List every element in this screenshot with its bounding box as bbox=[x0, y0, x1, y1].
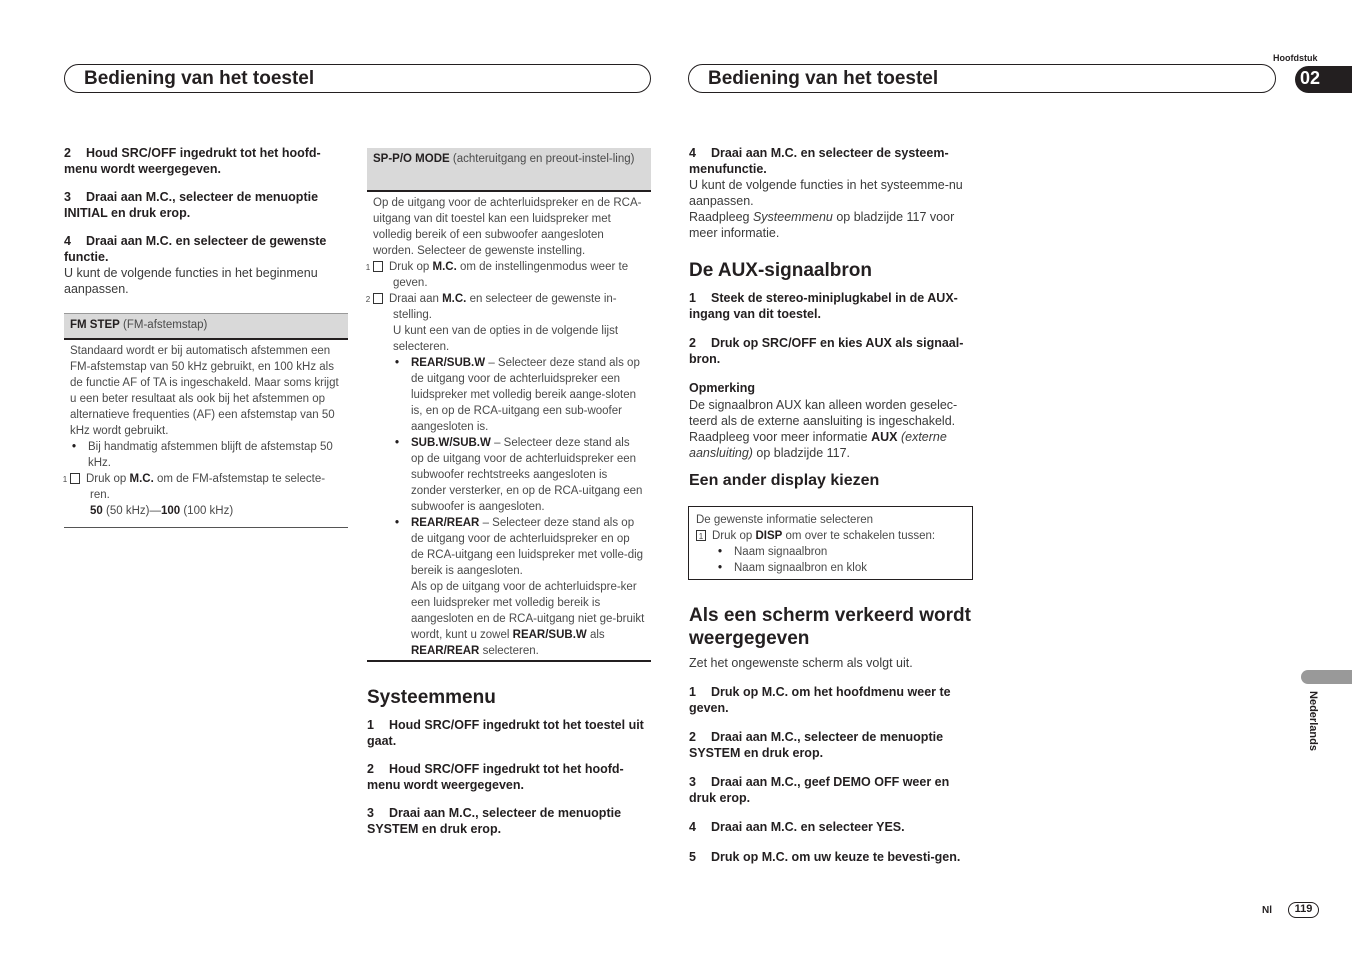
step-3: 3 Draai aan M.C., selecteer de menuoptie INITIAL en druk erop. bbox=[64, 190, 319, 220]
chapter-label: Hoofdstuk bbox=[1273, 53, 1318, 63]
wrong-step-2: 2 Draai aan M.C., selecteer de menuoptie SYSTEM en druk erop. bbox=[689, 730, 944, 760]
sp-po-bottom-rule bbox=[367, 660, 651, 662]
fm-step-head-rule bbox=[64, 338, 348, 340]
sp-po-numbered-1: 1 Druk op M.C. om de instellingenmodus weer te geven. bbox=[365, 261, 629, 289]
fm-step-options: 50 (50 kHz)—100 (100 kHz) bbox=[90, 505, 234, 517]
column-3-top bbox=[689, 146, 973, 241]
right-header-title: Bediening van het toestel bbox=[708, 68, 939, 89]
system-step-4-body-2: Raadpleeg Systeemmenu op bladzijde 117 voor meer informatie. bbox=[689, 210, 955, 240]
fm-step-bottom-rule bbox=[64, 527, 348, 528]
systeemmenu-step-2: 2 Houd SRC/OFF ingedrukt tot het hoofd-menu wordt weergegeven. bbox=[367, 762, 624, 792]
fm-step-box-body bbox=[62, 343, 342, 519]
display-option-1: • Naam signaalbron bbox=[716, 544, 965, 560]
fm-step-para: Standaard wordt er bij automatisch afstemmen een FM-afstemstap van 50 kHz gebruikt, en 100 kHz als de functie AF of TA is ingeschakeld. Maar soms krijgt u een beter resultaat als ook bij het afstemmen op alternatieve frequenties (AF) een afstemstap van 50 kHz wordt gebruikt. bbox=[70, 345, 339, 437]
language-label: Nederlands bbox=[1307, 691, 1319, 751]
fm-step-box-head: FM STEP (FM-afstemstap) bbox=[64, 314, 348, 338]
chapter-number: 02 bbox=[1300, 68, 1321, 88]
wrong-step-5: 5 Druk op M.C. om uw keuze te bevesti-gen. bbox=[689, 849, 961, 864]
display-box-numbered: 1 Druk op DISP om over te schakelen tussen: bbox=[696, 528, 965, 544]
systeemmenu-heading: Systeemmenu bbox=[367, 687, 496, 708]
sp-po-para: Op de uitgang voor de achterluidspreker en de RCA-uitgang van dit toestel kan een luidspreker met volledig bereik of een subwoofer aangesloten worden. Selecteer de gewenste instelling. bbox=[373, 197, 642, 257]
display-box bbox=[688, 506, 973, 580]
fm-step-numbered: 1 Druk op M.C. om de FM-afstemstap te selecte-ren. bbox=[62, 473, 326, 501]
display-heading: Een ander display kiezen bbox=[689, 472, 880, 489]
note-title: Opmerking bbox=[689, 381, 755, 395]
sp-po-numbered-2-body: U kunt een van de opties in de volgende lijst selecteren. bbox=[393, 325, 619, 353]
wrong-step-3: 3 Draai aan M.C., geef DEMO OFF weer en druk erop. bbox=[689, 775, 950, 805]
step-4: 4 Draai aan M.C. en selecteer de gewenste functie. bbox=[64, 234, 327, 264]
sp-po-head-rule bbox=[367, 190, 651, 192]
numbered-1-icon: 1 bbox=[696, 530, 706, 541]
wrong-screen-section bbox=[689, 655, 973, 865]
note-text-1: De signaalbron AUX kan alleen worden geselec-teerd als de externe aansluiting is ingeschakeld. bbox=[689, 397, 958, 428]
sp-po-box-body bbox=[365, 195, 645, 659]
aux-step-1: 1 Steek de stereo-miniplugkabel in de AUX-ingang van dit toestel. bbox=[689, 291, 958, 321]
systeemmenu-steps bbox=[367, 718, 651, 837]
aux-step-2: 2 Druk op SRC/OFF en kies AUX als signaal-bron. bbox=[689, 336, 964, 366]
footer-lang-code: Nl bbox=[1262, 905, 1272, 916]
systeemmenu-step-1: 1 Houd SRC/OFF ingedrukt tot het toestel uit gaat. bbox=[367, 718, 644, 748]
numbered-2-icon: 2 bbox=[373, 293, 383, 304]
sp-po-numbered-2: 2 Draai aan M.C. en selecteer de gewenste in-stelling. bbox=[365, 293, 617, 321]
step-4-body: U kunt de volgende functies in het beginmenu aanpassen. bbox=[64, 266, 318, 296]
wrong-screen-heading: Als een scherm verkeerd wordt weergegeven bbox=[689, 605, 971, 649]
aux-heading: De AUX-signaalbron bbox=[689, 260, 872, 281]
numbered-1-icon: 1 bbox=[70, 473, 80, 484]
wrong-step-4: 4 Draai aan M.C. en selecteer YES. bbox=[689, 820, 905, 834]
sp-po-option-rear-subw: • REAR/SUB.W – Selecteer deze stand als op de uitgang voor de achterluidspreker een luidspreker met volledig bereik aange-sloten is, en op de RCA-uitgang een sub-woofer aangesloten is. bbox=[393, 355, 645, 435]
column-1 bbox=[64, 146, 348, 297]
fm-step-bullet: • Bij handmatig afstemmen blijft de afstemstap 50 kHz. bbox=[70, 439, 342, 471]
systeemmenu-step-3: 3 Draai aan M.C., selecteer de menuoptie SYSTEM en druk erop. bbox=[367, 806, 622, 836]
wrong-step-1: 1 Druk op M.C. om het hoofdmenu weer te geven. bbox=[689, 685, 951, 715]
display-box-title: De gewenste informatie selecteren bbox=[696, 514, 874, 526]
system-step-4: 4 Draai aan M.C. en selecteer de systeem-menufunctie. bbox=[689, 146, 949, 176]
left-header-title: Bediening van het toestel bbox=[84, 68, 315, 89]
system-step-4-body-1: U kunt de volgende functies in het systeemme-nu aanpassen. bbox=[689, 178, 963, 208]
sp-po-option-rear-rear-more: Als op de uitgang voor de achterluidspre-ker een luidspreker met volledig bereik is aangesloten en de RCA-uitgang niet ge-bruikt wordt, kunt u zowel REAR/SUB.W als REAR/REAR selecteren. bbox=[411, 581, 645, 657]
page-number: 119 bbox=[1294, 903, 1313, 915]
numbered-1-icon: 1 bbox=[373, 261, 383, 272]
sp-po-option-subw-subw: • SUB.W/SUB.W – Selecteer deze stand als op de uitgang voor de achterluidspreker een subwoofer rechtstreeks aangesloten is zonder versterker, en op de RCA-uitgang een subwoofer is aangesloten. bbox=[393, 435, 645, 515]
display-option-2: • Naam signaalbron en klok bbox=[716, 560, 965, 576]
aux-section bbox=[689, 291, 973, 461]
note-text-2: Raadpleeg voor meer informatie AUX (externe aansluiting) op bladzijde 117. bbox=[689, 429, 947, 460]
step-2: 2 Houd SRC/OFF ingedrukt tot het hoofd-menu wordt weergegeven. bbox=[64, 146, 321, 176]
wrong-screen-intro: Zet het ongewenste scherm als volgt uit. bbox=[689, 656, 913, 670]
sp-po-box-head: SP-P/O MODE (achteruitgang en preout-instel-ling) bbox=[367, 148, 651, 190]
sp-po-option-rear-rear: • REAR/REAR – Selecteer deze stand als op de uitgang voor de achterluidspreker en op de RCA-uitgang een luidspreker met volle-dig bereik is aangesloten. bbox=[393, 515, 645, 579]
